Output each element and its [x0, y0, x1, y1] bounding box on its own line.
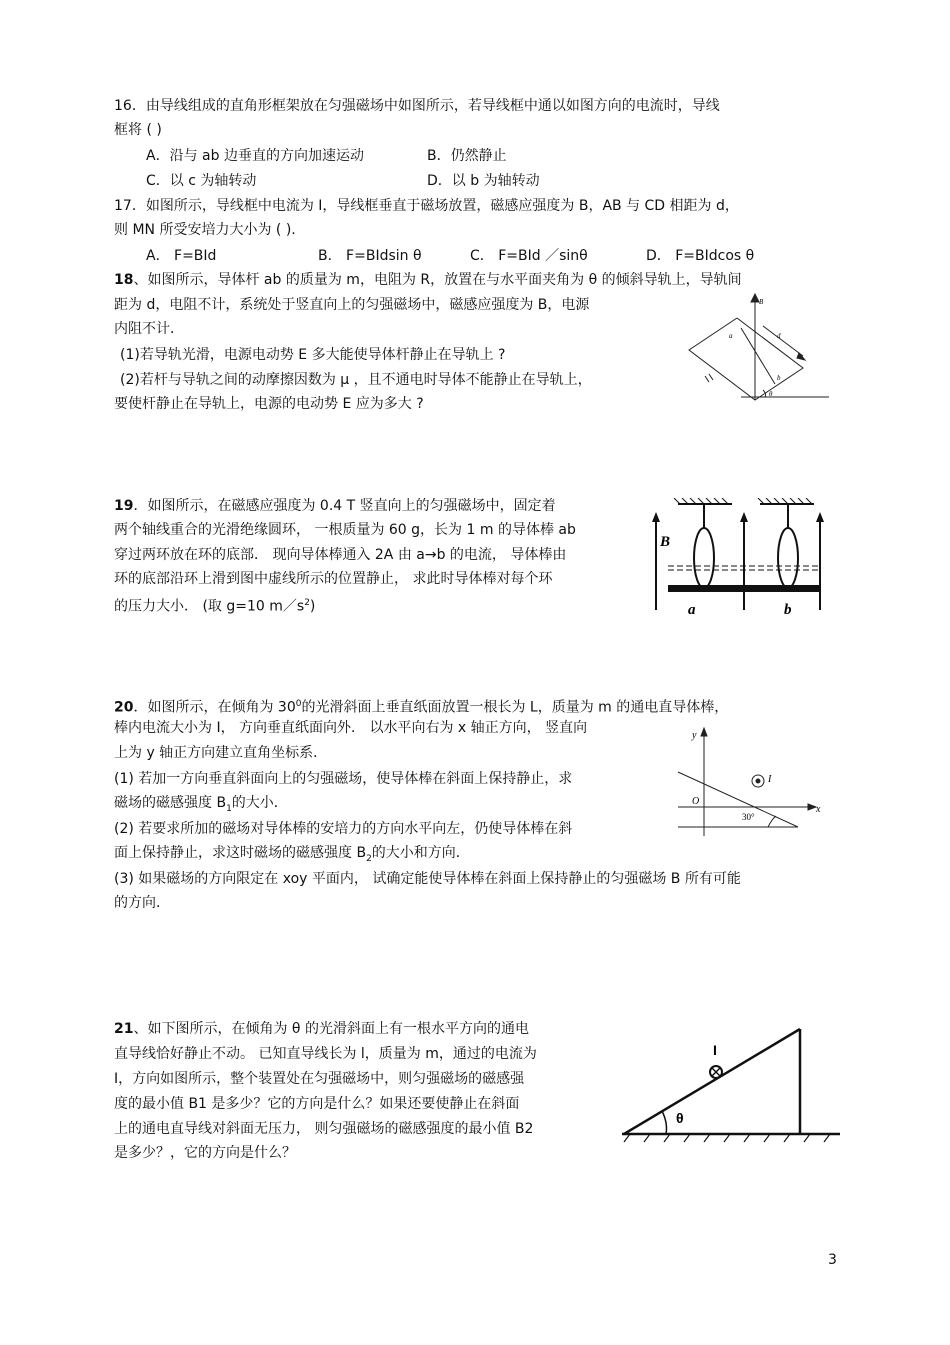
- q16-option-a: A．沿与 ab 边垂直的方向加速运动: [146, 148, 364, 164]
- q21-line-5: 上的通电直导线对斜面无压力， 则匀强磁场的磁感强度的最小值 B2: [114, 1121, 534, 1137]
- q21-line-2: 直导线恰好静止不动。 已知直导线长为 l，质量为 m，通过的电流为: [114, 1046, 537, 1062]
- q16-option-d: D．以 b 为轴转动: [427, 173, 540, 189]
- q20-part-2a: (2) 若要求所加的磁场对导体棒的安培力的方向水平向左，仍使导体棒在斜: [114, 821, 573, 837]
- q20-incline-axes-figure: [670, 724, 830, 840]
- q18-fig-label-theta: θ: [769, 390, 773, 398]
- q18-fig-label-a: a: [729, 332, 733, 340]
- q21-line-1: 21、如下图所示，在倾角为 θ 的光滑斜面上有一根水平方向的通电: [114, 1021, 529, 1037]
- q19-fig-label-a: a: [688, 602, 696, 618]
- q16-option-b: B．仍然静止: [427, 148, 507, 164]
- q17-option-c: C． F=BId ／sinθ: [470, 248, 588, 264]
- q20-number: 20: [114, 699, 134, 716]
- q18-fig-label-d: d: [777, 332, 781, 340]
- q20-part-2b: 面上保持静止，求这时磁场的磁感强度 $B_2$的大小和方向．: [114, 845, 470, 864]
- q17-option-b: B． F=BIdsin θ: [318, 248, 422, 264]
- q17-option-a: A． F=BId: [146, 248, 217, 264]
- q18-incline-rails-figure: [685, 292, 835, 404]
- q16-line-1: 16．由导线组成的直角形框架放在匀强磁场中如图所示，若导线框中通以如图方向的电流时，导线: [114, 98, 720, 114]
- q19-fig-label-B: B: [660, 534, 671, 550]
- q18-fig-label-B: B: [759, 298, 764, 306]
- q20-line-1: 20．如图所示，在倾角为 $30^0$的光滑斜面上垂直纸面放置一根长为 L，质量为 m 的通电直导体棒，: [114, 699, 729, 716]
- q21-fig-label-I: I: [713, 1042, 717, 1058]
- q20-part-3a: (3) 如果磁场的方向限定在 xoy 平面内， 试确定能使导体棒在斜面上保持静止的匀强磁场 B 所有可能: [114, 871, 741, 887]
- q19-fig-label-b: b: [784, 602, 792, 618]
- q21-incline-figure: [618, 1025, 846, 1147]
- q18-part-2b: 要使杆静止在导轨上，电源的电动势 E 应为多大 ?: [114, 396, 424, 412]
- q20-line-2: 棒内电流大小为 I， 方向垂直纸面向外． 以水平向右为 x 轴正方向， 竖直向: [114, 720, 588, 736]
- q18-line-2: 距为 d，电阻不计，系统处于竖直向上的匀强磁场中，磁感应强度为 B，电源: [114, 297, 590, 313]
- q21-line-4: 度的最小值 B1 是多少？它的方向是什么？如果还要使静止在斜面: [114, 1096, 520, 1112]
- q18-number: 18: [114, 272, 134, 288]
- page-number: 3: [828, 1252, 837, 1268]
- q19-number: 19: [114, 498, 134, 514]
- q19-line-5: 的压力大小． (取 g=10 $m/s^2$): [114, 598, 316, 615]
- q20-fig-label-x: x: [816, 804, 821, 815]
- q18-line-3: 内阻不计．: [114, 321, 184, 337]
- q21-number: 21: [114, 1021, 134, 1037]
- q21-line-6: 是多少？，它的方向是什么？: [114, 1145, 296, 1161]
- q18-part-1: (1)若导轨光滑，电源电动势 E 多大能使导体杆静止在导轨上 ?: [120, 347, 506, 363]
- q16-line-2: 框将 ( ): [114, 122, 162, 138]
- q19-line-4: 环的底部沿环上滑到图中虚线所示的位置静止， 求此时导体棒对每个环: [114, 571, 553, 587]
- q17-line-1: 17．如图所示，导线框中电流为 I，导线框垂直于磁场放置，磁感应强度为 B，AB 与 CD 相距为 d，: [114, 198, 739, 214]
- q21-fig-label-theta: θ: [676, 1110, 684, 1126]
- q18-part-2a: (2)若杆与导轨之间的动摩擦因数为 μ ，且不通电时导体不能静止在导轨上，: [120, 372, 592, 388]
- q19-rings-figure: [648, 498, 828, 618]
- q20-part-3b: 的方向．: [114, 895, 170, 911]
- q20-part-1b: 磁场的磁感强度 $B_1$的大小．: [114, 795, 288, 814]
- q20-fig-label-y: y: [692, 730, 697, 741]
- q21-line-3: I，方向如图所示，整个装置处在匀强磁场中，则匀强磁场的磁感强: [114, 1071, 525, 1087]
- q17-option-d: D． F=BIdcos θ: [646, 248, 755, 264]
- q19-line-3: 穿过两环放在环的底部． 现向导体棒通入 2A 由 a→b 的电流， 导体棒由: [114, 547, 567, 563]
- q18-fig-label-b: b: [777, 374, 781, 382]
- q20-fig-label-O: O: [692, 796, 700, 807]
- q19-line-1: 19．如图所示，在磁感应强度为 0.4 T 竖直向上的匀强磁场中，固定着: [114, 498, 556, 514]
- q18-line-1: 18、如图所示，导体杆 ab 的质量为 m，电阻为 R，放置在与水平面夹角为 θ 的倾斜导轨上，导轨间: [114, 272, 742, 288]
- q16-option-c: C．以 c 为轴转动: [146, 173, 257, 189]
- q20-part-1a: (1) 若加一方向垂直斜面向上的匀强磁场，使导体棒在斜面上保持静止，求: [114, 771, 573, 787]
- q17-line-2: 则 MN 所受安培力大小为 ( ).: [114, 222, 296, 238]
- q19-line-2: 两个轴线重合的光滑绝缘圆环， 一根质量为 60 g，长为 1 m 的导体棒 ab: [114, 522, 576, 538]
- q20-fig-label-angle: 30°: [742, 812, 755, 822]
- q20-fig-label-I: I: [768, 774, 772, 785]
- q20-line-3: 上为 y 轴正方向建立直角坐标系．: [114, 745, 328, 761]
